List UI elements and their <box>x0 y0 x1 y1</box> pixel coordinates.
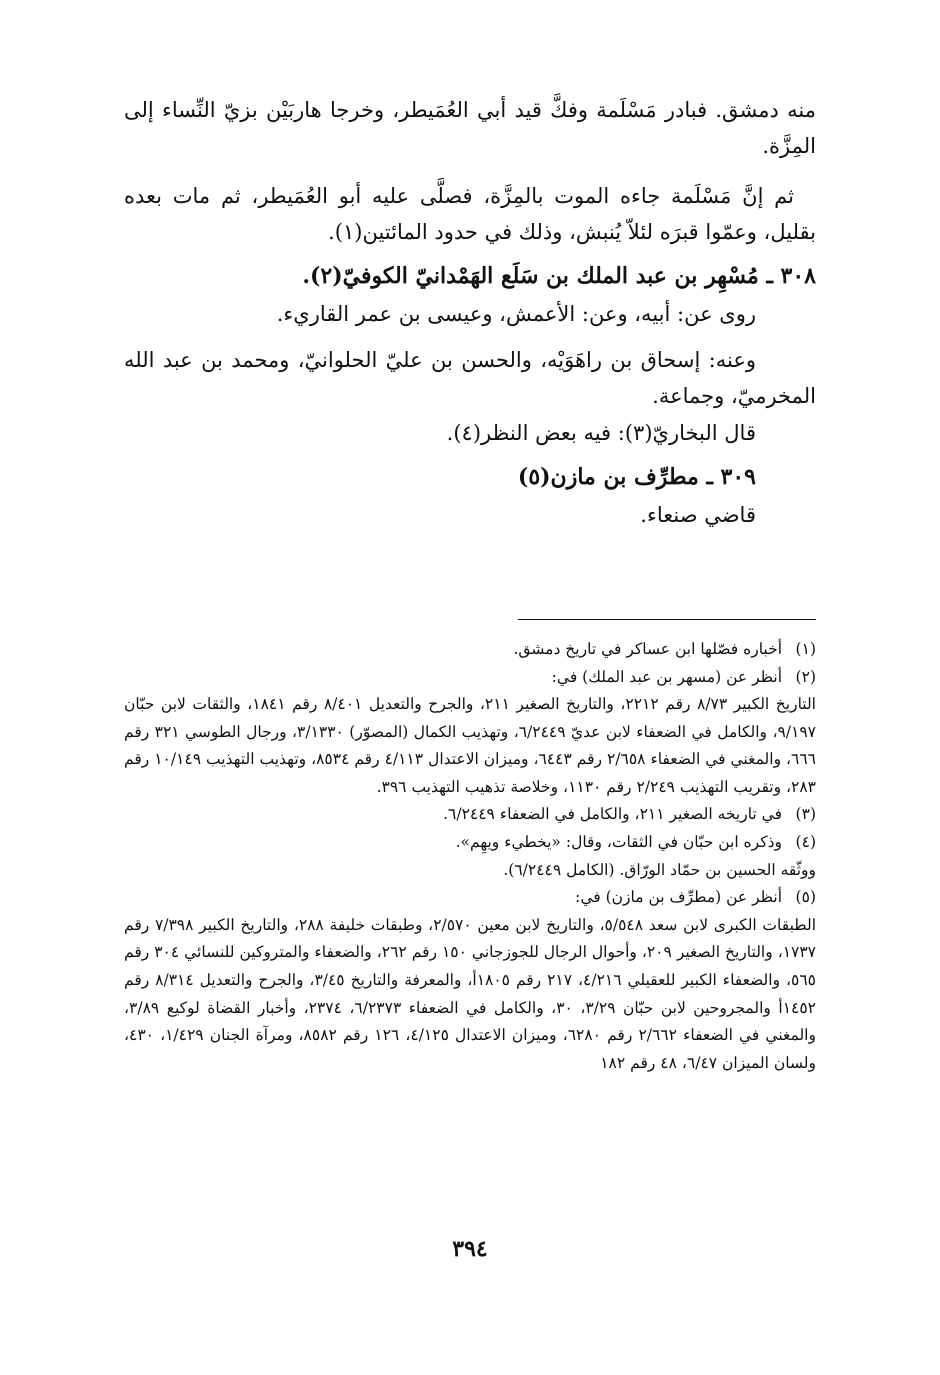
footnote-text: وذكره ابن حبّان في الثقات، وقال: «يخطيء ويهِم». <box>455 833 782 852</box>
footnote-text: في تاريخه الصغير ٢١١، والكامل في الضعفاء ٦/٢٤٤٩. <box>443 805 782 824</box>
footnote-2-references: التاريخ الكبير ٨/٧٣ رقم ٢٢١٢، والتاريخ الصغير ٢١١، والجرح والتعديل ٨/٤٠١ رقم ١٨٤١، والثقات لابن حبّان ٩/١٩٧، والكامل في الضعفاء لابن عديّ ٦/٢٤٤٩، وتهذيب الكمال (المصوّر) ٣/١٣٣٠، ورجال الطوسي ٣٢١ رقم ٦٦٦، والمغني في الضعفاء ٢/٦٥٨ رقم ٦٤٤٣، وميزان الاعتدال ٤/١١٣ رقم ٨٥٣٤، وتهذيب التهذيب ١٠/١٤٩ رقم ٢٨٣، وتقريب التهذيب ٢/٢٤٩ رقم ١١٣٠، وخلاصة تذهيب التهذيب ٣٩٦. <box>124 695 817 796</box>
footnote-number: (٢) <box>795 667 816 686</box>
footnote-1 <box>124 636 816 664</box>
footnote-5-references: الطبقات الكبرى لابن سعد ٥/٥٤٨، والتاريخ لابن معين ٢/٥٧٠، وطبقات خليفة ٢٨٨، والتاريخ الكبير ٧/٣٩٨ رقم ١٧٣٧، والتاريخ الصغير ٢٠٩، وأحوال الرجال للجوزجاني ١٥٠ رقم ٢٦٢، والضعفاء والمتروكين للنسائي ٣٠٤ رقم ٥٦٥، والضعفاء الكبير للعقيلي ٤/٢١٦، ٢١٧ رقم ١٨٠٥أ، والمعرفة والتاريخ ٣/٤٥، والجرح والتعديل ٨/٣١٤ رقم ١٤٥٢أ والمجروحين لابن حبّان ٣/٢٩، ٣٠، والكامل في الضعفاء ٦/٢٣٧٣، ٢٣٧٤، وأخبار القضاة لوكيع ٣/٨٩، والمغني في الضعفاء ٢/٦٦٢ رقم ٦٢٨٠، وميزان الاعتدال ٤/١٢٥، ١٢٦ رقم ٨٥٨٢، ومرآة الجنان ١/٤٢٩، ٤٣٠، ولسان الميزان ٦/٤٧، ٤٨ رقم ١٨٢ <box>124 915 817 1072</box>
footnote-number: (٥) <box>795 888 816 907</box>
footnote-2 <box>124 664 816 692</box>
entry-309-body: قاضي صنعاء. <box>640 502 756 527</box>
footnote-divider <box>518 619 816 620</box>
footnotes <box>124 636 816 1077</box>
footnote-number: (٤) <box>795 833 816 852</box>
main-text <box>124 92 816 533</box>
entry-309-heading: ٣٠٩ ـ مطرِّف بن مازن(٥) <box>517 463 756 490</box>
entry-308-bukhari-quote: قال البخاريّ(٣): فيه بعض النظر(٤). <box>446 420 756 445</box>
paragraph-continuation: منه دمشق. فبادر مَسْلَمة وفكَّ قيد أبي العُمَيطر، وخرجا هاربَيْن بزيّ النِّساء إلى المِزَّة. <box>124 98 816 159</box>
paragraph-death-account: ثم إنَّ مَسْلَمة جاءه الموت بالمِزَّة، فصلَّى عليه أبو العُمَيطر، ثم مات بعده بقليل، وعمّوا قبرَه لئلاّ يُنبش، وذلك في حدود المائتين(١). <box>124 184 816 245</box>
footnote-text: أنظر عن (مسهر بن عبد الملك) في: <box>551 667 782 686</box>
entry-308-heading: ٣٠٨ ـ مُسْهِر بن عبد الملك بن سَلَع الهَمْدانيّ الكوفيّ(٢). <box>302 263 816 290</box>
footnote-number: (٣) <box>795 805 816 824</box>
entry-308-narrators-to: وعنه: إسحاق بن راهَوَيْه، والحسن بن عليّ الحلوانيّ، ومحمد بن عبد الله المخرميّ، وجماعة. <box>124 348 816 409</box>
footnote-text: أخباره فصّلها ابن عساكر في تاريخ دمشق. <box>513 640 782 658</box>
entry-308-narrators-from: روى عن: أبيه، وعن: الأعمش، وعيسى بن عمر القاريء. <box>276 302 756 327</box>
footnote-number: (١) <box>795 640 816 658</box>
footnote-4 <box>124 829 816 857</box>
footnote-3 <box>124 801 816 829</box>
footnote-4-continuation: ووثّقه الحسين بن حمّاد الورّاق. (الكامل ٦/٢٤٤٩). <box>503 860 816 879</box>
page-number: ٣٩٤ <box>452 1236 488 1262</box>
footnote-text: أنظر عن (مطرِّف بن مازن) في: <box>575 888 782 907</box>
footnote-5 <box>124 884 816 912</box>
